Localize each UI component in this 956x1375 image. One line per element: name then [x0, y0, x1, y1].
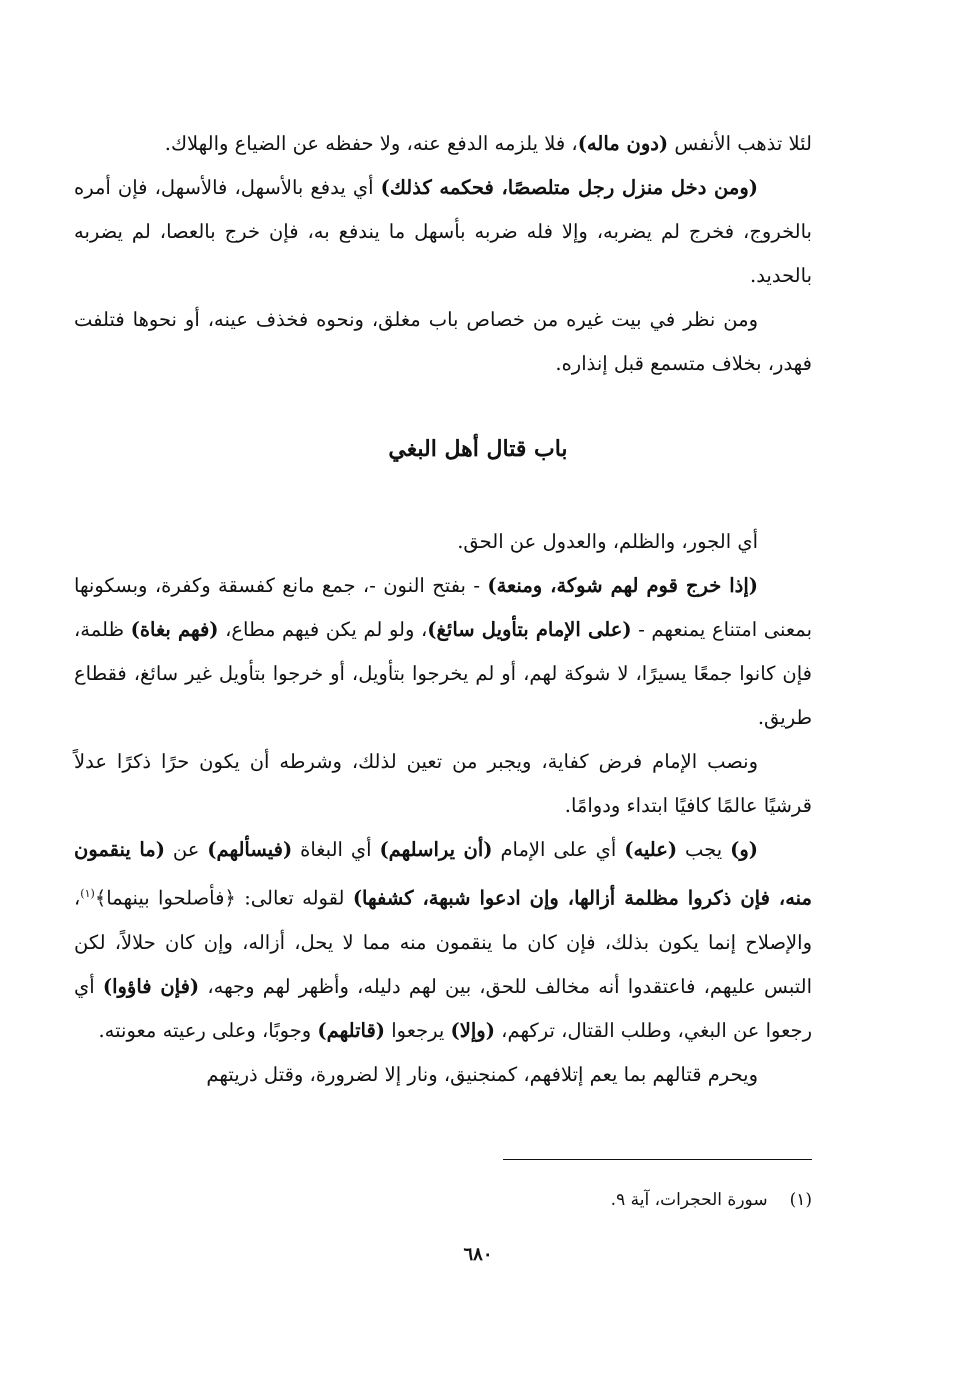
text-run: أي يدفع بالأسهل، فالأسهل، فإن أمره بالخروج، فخرج لم يضربه، وإلا فله ضربه بأسهل ما يندفع به، فإن خرج بالعصا، لم يضربه بالحديد. [74, 176, 812, 287]
matn-text: (فإن فاؤوا) [102, 974, 200, 998]
text-run: أي رجعوا عن البغي، وطلب القتال، تركهم، [74, 974, 812, 1042]
text-run: أي على الإمام [492, 838, 625, 861]
text-run: لئلا تذهب الأنفس [668, 132, 812, 155]
paragraph-correspondence [74, 828, 812, 1053]
main-text-section [74, 520, 812, 1097]
quran-quote: لقوله تعالى: ﴿فأصلحوا بينهما﴾ [94, 886, 353, 910]
text-run: ، فلا يلزمه الدفع عنه، ولا حفظه عن الضياع والهلاك. [164, 132, 578, 155]
footnote-text: سورة الحجرات، آية ٩. [610, 1190, 768, 1210]
matn-text: (ما ينقمون منه، فإن ذكروا مظلمة أزالها، وإن ادعوا شبهة، كشفها) [74, 838, 812, 910]
matn-text: (أن يراسلهم) [379, 838, 493, 861]
paragraph-prohibition: ويحرم قتالهم بما يعم إتلافهم، كمنجنيق، ونار إلا لضرورة، وقتل ذريتهم [206, 1062, 758, 1086]
text-run: وجوبًا، وعلى رعيته معونته. [98, 1018, 318, 1042]
footnote [611, 1190, 812, 1210]
matn-text: (عليه) [624, 838, 678, 861]
text-run: ، والإصلاح إنما يكون بذلك، فإن كان ما ينقمون منه مما لا يحل، أزاله، وإن كان حلالاً، لكن التبس عليهم، فاعتقدوا أنه مخالف للحق، بين لهم دليله، وأظهر لهم وجهه، [74, 886, 812, 998]
paragraph-peeping: ومن نظر في بيت غيره من خصاص باب مغلق، ونحوه فخذف عينه، أو نحوها فتلفت فهدر، بخلاف متسمع قبل إنذاره. [74, 308, 812, 375]
chapter-title: باب قتال أهل البغي [388, 436, 568, 462]
matn-text: (فيسألهم) [207, 838, 293, 861]
paragraph-imam: ونصب الإمام فرض كفاية، ويجبر من تعين لذلك، وشرطه أن يكون حرًا ذكرًا عدلاً قرشيًا عالمًا كافيًا ابتداء ودوامًا. [74, 750, 812, 817]
page-number: ٦٨٠ [463, 1244, 493, 1265]
footnote-divider [503, 1159, 812, 1160]
paragraph-rebels [74, 564, 812, 740]
text-run: ، ولو لم يكن فيهم مطاع، [218, 618, 428, 641]
text-run: ظلمة، فإن كانوا جمعًا يسيرًا، لا شوكة لهم، أو لم يخرجوا بتأويل، أو خرجوا بتأويل غير سائغ، فقطاع طريق. [74, 618, 812, 729]
footnote-reference[interactable]: (١) [80, 887, 95, 900]
text-run: عن [164, 838, 208, 861]
matn-text: (وإلا) [450, 1018, 495, 1042]
text-run: يرجعوا [385, 1018, 451, 1042]
footnote-number: (١) [789, 1190, 812, 1210]
matn-text: (فهم بغاة) [130, 618, 219, 641]
matn-text: (قاتلهم) [317, 1018, 385, 1042]
text-run: أي البغاة [292, 838, 380, 861]
matn-text: (دون ماله) [577, 132, 669, 155]
text-run: - بفتح النون -، جمع مانع كفسقة وكفرة، وبسكونها بمعنى امتناع يمنعهم - [74, 574, 812, 641]
paragraph-continuation [74, 122, 812, 166]
matn-text: (ومن دخل منزل رجل متلصصًا، فحكمه كذلك) [380, 176, 758, 199]
text-run: يجب [677, 838, 731, 861]
top-text-section [74, 122, 812, 386]
matn-text: (على الإمام بتأويل سائغ) [427, 618, 632, 641]
matn-text: (إذا خرج قوم لهم شوكة، ومنعة) [487, 574, 758, 597]
paragraph-intruder [74, 166, 812, 298]
matn-text: (و) [730, 838, 758, 861]
paragraph-definition: أي الجور، والظلم، والعدول عن الحق. [457, 530, 758, 553]
